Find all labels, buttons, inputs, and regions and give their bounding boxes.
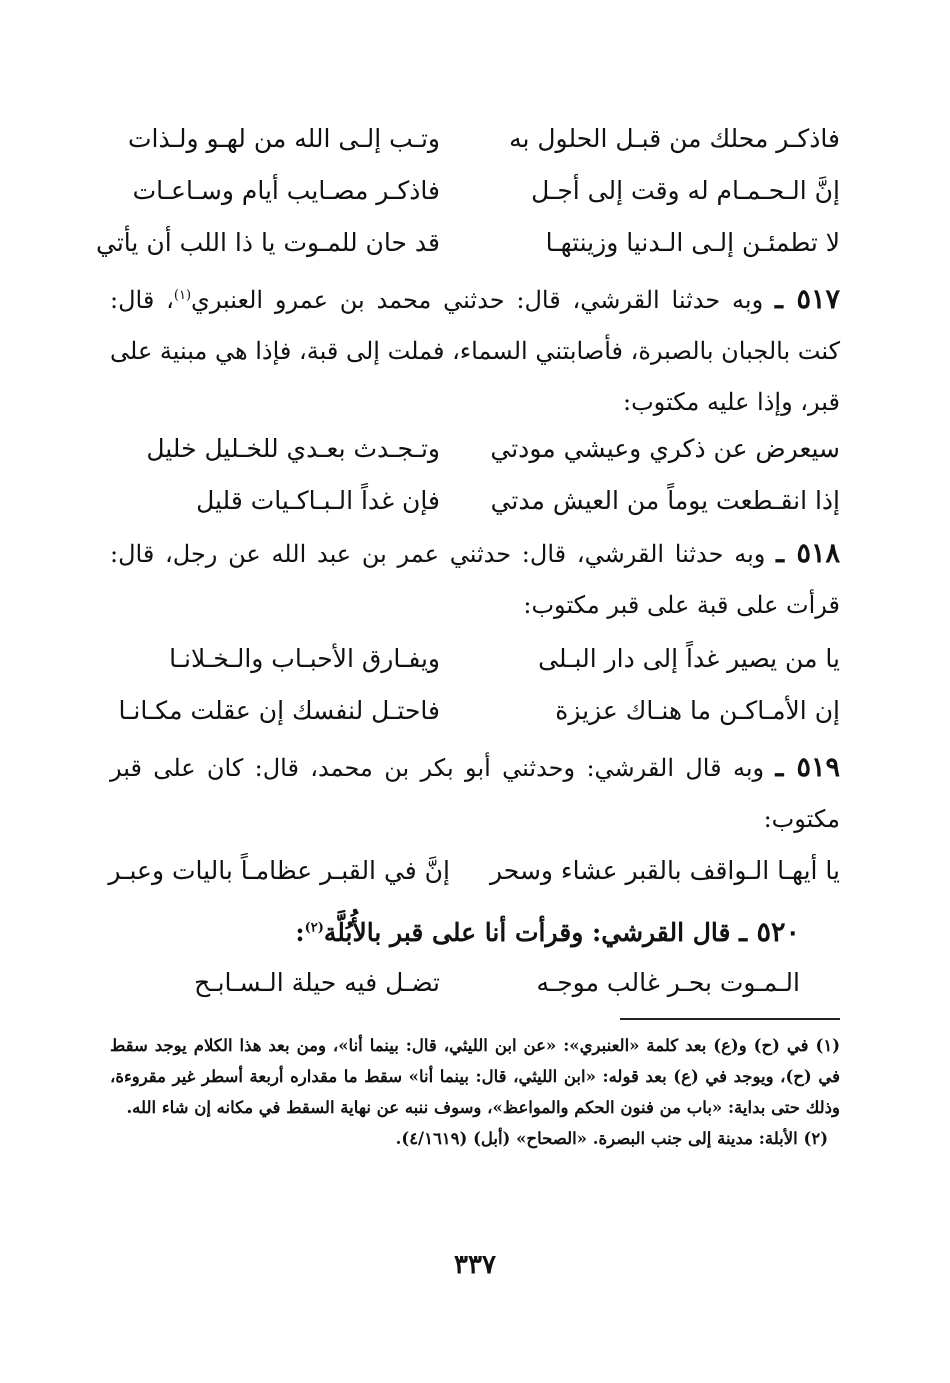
verse-first-hemistich: يا أيهـا الـواقف بالقبر عشاء وسحر bbox=[490, 855, 840, 885]
verse-row bbox=[110, 844, 840, 896]
narration-number: ٥١٩ ـ bbox=[775, 752, 840, 783]
paragraph-520 bbox=[110, 906, 840, 958]
footnotes bbox=[110, 1030, 840, 1154]
paragraph-text-continued: ، قال: كنت بالجبان بالصبرة، فأصابتني السماء، فملت إلى قبة، فإذا هي مبنية على قبر، وإذا عليه مكتوب: bbox=[110, 286, 840, 416]
verse-second-hemistich: تضـل فيه حيلة الـسـابـح bbox=[194, 967, 440, 997]
verse-first-hemistich: إن الأمـاكـن ما هنـاك عزيزة bbox=[555, 695, 840, 725]
verse-first-hemistich: لا تطمئـن إلـى الـدنيا وزينتهـا bbox=[545, 227, 840, 257]
verse-first-hemistich: إذا انقـطعت يوماً من العيش مدتي bbox=[490, 485, 840, 515]
poem-1 bbox=[96, 112, 840, 268]
verse-second-hemistich: إنَّ في القبـر عظامـاً باليات وعبـر bbox=[108, 855, 450, 885]
verse-first-hemistich: يا من يصير غداً إلى دار البـلى bbox=[538, 643, 840, 673]
verse-second-hemistich: قد حان للمـوت يا ذا اللب أن يأتي bbox=[96, 227, 440, 257]
footnote-2: (٢) الأبلة: مدينة إلى جنب البصرة. «الصحاح» (أبل) (٤/١٦١٩). bbox=[395, 1129, 828, 1148]
narration-number: ٥١٨ ـ bbox=[776, 538, 841, 569]
paragraph-518 bbox=[110, 528, 840, 631]
verse-row bbox=[110, 956, 840, 1008]
paragraph-text: قال القرشي: وقرأت أنا على قبر بالأُبُلَّة bbox=[323, 917, 740, 947]
verse-second-hemistich: فاذكـر مصـايب أيام وسـاعـات bbox=[132, 175, 440, 205]
verse-second-hemistich: فإن غداً الـبـاكـيات قليل bbox=[196, 485, 440, 515]
paragraph-end-colon: : bbox=[295, 917, 305, 947]
footnote-separator bbox=[620, 1018, 840, 1020]
poem-5 bbox=[110, 956, 840, 1008]
paragraph-text: وبه حدثنا القرشي، قال: حدثني عمر بن عبد الله عن رجل، قال: قرأت على قبة على قبر مكتوب: bbox=[110, 540, 840, 619]
verse-row bbox=[110, 474, 840, 526]
verse-row bbox=[110, 422, 840, 474]
paragraph-text: وبه قال القرشي: وحدثني أبو بكر بن محمد، قال: كان على قبر مكتوب: bbox=[110, 754, 840, 833]
footnote-1: (١) في (ح) و(ع) بعد كلمة «العنبري»: «عن ابن الليثي، قال: بينما أنا»، ومن بعد هذا الكلام يوجد سقط في (ح)، ويوجد في (ع) بعد قوله: «ابن الليثي، قال: بينما أنا» سقط ما مقداره أربعة أسطر غير مقروءة، وذلك حتى بداية: «باب من فنون الحكم والمواعظ»، وسوف ننبه عن نهاية السقط في مكانه إن شاء الله. bbox=[110, 1036, 840, 1117]
paragraph-text: وبه حدثنا القرشي، قال: حدثني محمد بن عمرو العنبري bbox=[191, 286, 775, 314]
verse-row bbox=[110, 684, 840, 736]
footnote-ref: (٢) bbox=[304, 920, 324, 936]
poem-4 bbox=[110, 844, 840, 896]
footnote-ref: (١) bbox=[173, 288, 192, 303]
narration-number: ٥٢٠ ـ bbox=[739, 916, 800, 948]
page-number: ٣٣٧ bbox=[454, 1250, 496, 1280]
paragraph-517 bbox=[110, 270, 840, 428]
verse-second-hemistich: فاحتـل لنفسك إن عقلت مكـانـا bbox=[118, 695, 440, 725]
poem-3 bbox=[110, 632, 840, 736]
verse-first-hemistich: فاذكـر محلك من قبـل الحلول به bbox=[509, 123, 840, 153]
verse-first-hemistich: الـمـوت بحـر غالب موجـه bbox=[536, 967, 800, 997]
verse-row bbox=[110, 164, 840, 216]
verse-row bbox=[110, 632, 840, 684]
verse-first-hemistich: سيعرض عن ذكري وعيشي مودتي bbox=[490, 433, 840, 463]
verse-first-hemistich: إنَّ الـحـمـام له وقت إلى أجـل bbox=[531, 175, 840, 205]
verse-second-hemistich: وتـجـدث بعـدي للخـليل خليل bbox=[146, 433, 440, 463]
verse-row bbox=[96, 216, 840, 268]
narration-number: ٥١٧ ـ bbox=[774, 284, 841, 315]
verse-second-hemistich: ويفـارق الأحبـاب والـخـلانـا bbox=[169, 643, 440, 673]
verse-second-hemistich: وتـب إلـى الله من لهـو ولـذات bbox=[127, 123, 440, 153]
paragraph-519 bbox=[110, 742, 840, 845]
paragraph-520-line bbox=[295, 917, 840, 948]
poem-2 bbox=[110, 422, 840, 526]
verse-row bbox=[110, 112, 840, 164]
